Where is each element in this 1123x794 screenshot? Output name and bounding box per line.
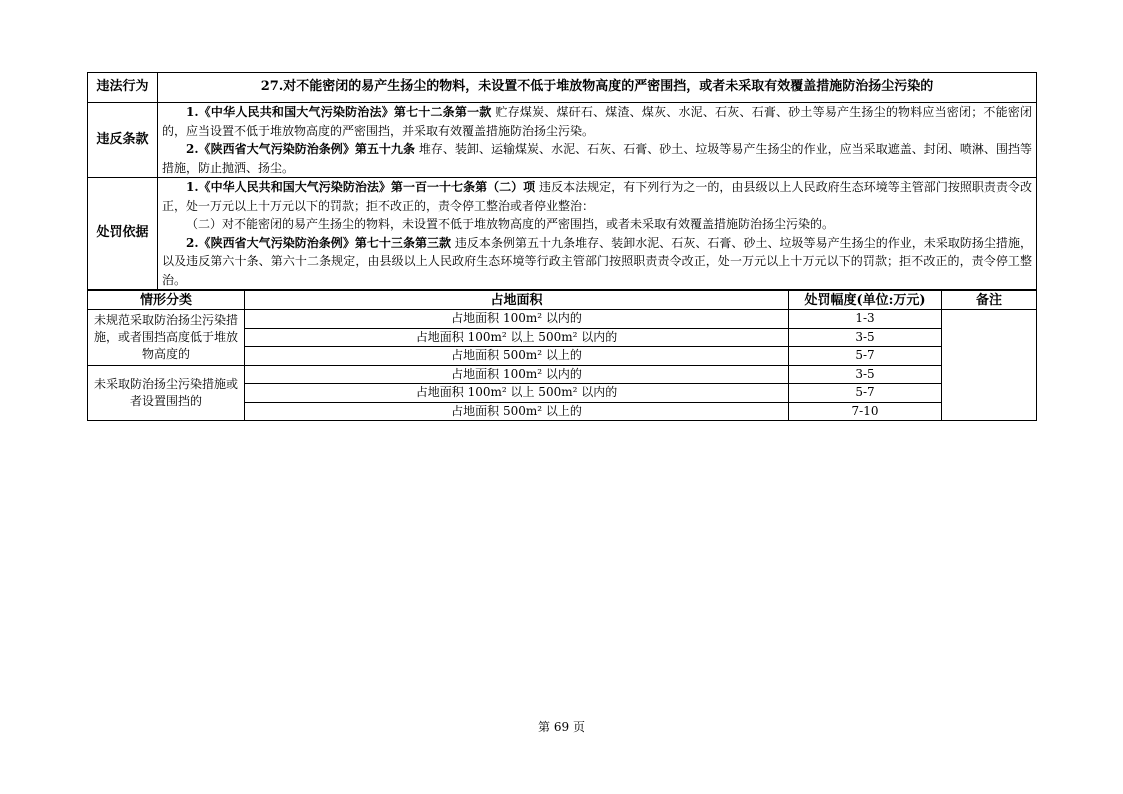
penalty-cell: 5-7: [789, 384, 942, 403]
clause-row: [88, 103, 1037, 178]
basis-item-2-text: 违反本条例第五十九条堆存、装卸水泥、石灰、石膏、砂土、垃圾等易产生扬尘的作业，未采取防扬尘措施，以及违反第六十条、第六十二条规定，由县级以上人民政府生态环境等行政主管部门按照职责责令改正，处一万元以上十万元以下的罚款；拒不改正的，责令停工整治。: [162, 235, 1032, 287]
header-category: 情形分类: [88, 291, 245, 310]
remark-cell: [942, 310, 1037, 421]
basis-item-1-law: 《中华人民共和国大气污染防治法》第一百一十七条第（二）项: [198, 180, 536, 194]
area-cell: 占地面积 100m² 以上 500m² 以内的: [245, 384, 789, 403]
clause-item-1-text: 贮存煤炭、煤矸石、煤渣、煤灰、水泥、石灰、石膏、砂土等易产生扬尘的物料应当密闭；不能密闭的，应当设置不低于堆放物高度的严密围挡，并采取有效覆盖措施防治扬尘污染。: [162, 105, 1032, 138]
clause-item-2-law: 《陕西省大气污染防治条例》第五十九条: [198, 142, 415, 156]
table-row: [88, 365, 1037, 384]
penalty-cell: 5-7: [789, 347, 942, 366]
violation-label: 违法行为: [88, 73, 158, 103]
header-area: 占地面积: [245, 291, 789, 310]
area-cell: 占地面积 500m² 以上的: [245, 347, 789, 366]
basis-item-1-text: 违反本法规定，有下列行为之一的，由县级以上人民政府生态环境等主管部门按照职责责令改正，处一万元以上十万元以下的罚款；拒不改正的，责令停工整治或者停业整治：: [162, 180, 1032, 213]
penalty-grading-table: [87, 290, 1037, 421]
clause-item-2: [162, 140, 1032, 177]
penalty-cell: 3-5: [789, 328, 942, 347]
area-cell: 占地面积 100m² 以上 500m² 以内的: [245, 328, 789, 347]
basis-item-2: [162, 234, 1032, 290]
penalty-cell: 3-5: [789, 365, 942, 384]
table-row: [88, 310, 1037, 329]
grading-header-row: [88, 291, 1037, 310]
penalty-cell: 7-10: [789, 402, 942, 421]
area-cell: 占地面积 100m² 以内的: [245, 310, 789, 329]
clause-content: [158, 103, 1037, 178]
header-remark: 备注: [942, 291, 1037, 310]
header-penalty-range: 处罚幅度(单位:万元): [789, 291, 942, 310]
clause-item-2-num: 2.: [186, 142, 199, 156]
basis-item-2-num: 2.: [186, 235, 199, 250]
clause-item-1-num: 1.: [186, 105, 199, 119]
clause-item-1: [162, 103, 1032, 140]
page-number: 第 69 页: [538, 720, 585, 734]
basis-item-2-law: 《陕西省大气污染防治条例》第七十三条第三款: [198, 235, 452, 250]
violation-title: 27.对不能密闭的易产生扬尘的物料，未设置不低于堆放物高度的严密围挡，或者未采取有效覆盖措施防治扬尘污染的: [158, 73, 1037, 103]
area-cell: 占地面积 100m² 以内的: [245, 365, 789, 384]
penalty-basis-content: [158, 178, 1037, 290]
clause-item-2-text: 堆存、装卸、运输煤炭、水泥、石灰、石膏、砂土、垃圾等易产生扬尘的作业，应当采取遮盖、封闭、喷淋、围挡等措施，防止抛洒、扬尘。: [162, 142, 1032, 175]
category-cell-2: 未采取防治扬尘污染措施或者设置围挡的: [88, 365, 245, 421]
penalty-basis-row: [88, 178, 1037, 290]
clause-label: 违反条款: [88, 103, 158, 178]
penalty-cell: 1-3: [789, 310, 942, 329]
clause-item-1-law: 《中华人民共和国大气污染防治法》第七十二条第一款: [198, 105, 492, 119]
violation-row: [88, 73, 1037, 103]
area-cell: 占地面积 500m² 以上的: [245, 402, 789, 421]
violation-table: [87, 72, 1037, 290]
category-cell-1: 未规范采取防治扬尘污染措施，或者围挡高度低于堆放物高度的: [88, 310, 245, 366]
penalty-basis-label: 处罚依据: [88, 178, 158, 290]
basis-item-1-sub: （二）对不能密闭的易产生扬尘的物料，未设置不低于堆放物高度的严密围挡，或者未采取有效覆盖措施防治扬尘污染的。: [186, 217, 835, 231]
basis-item-1: [162, 178, 1032, 215]
basis-item-1-num: 1.: [186, 180, 199, 194]
